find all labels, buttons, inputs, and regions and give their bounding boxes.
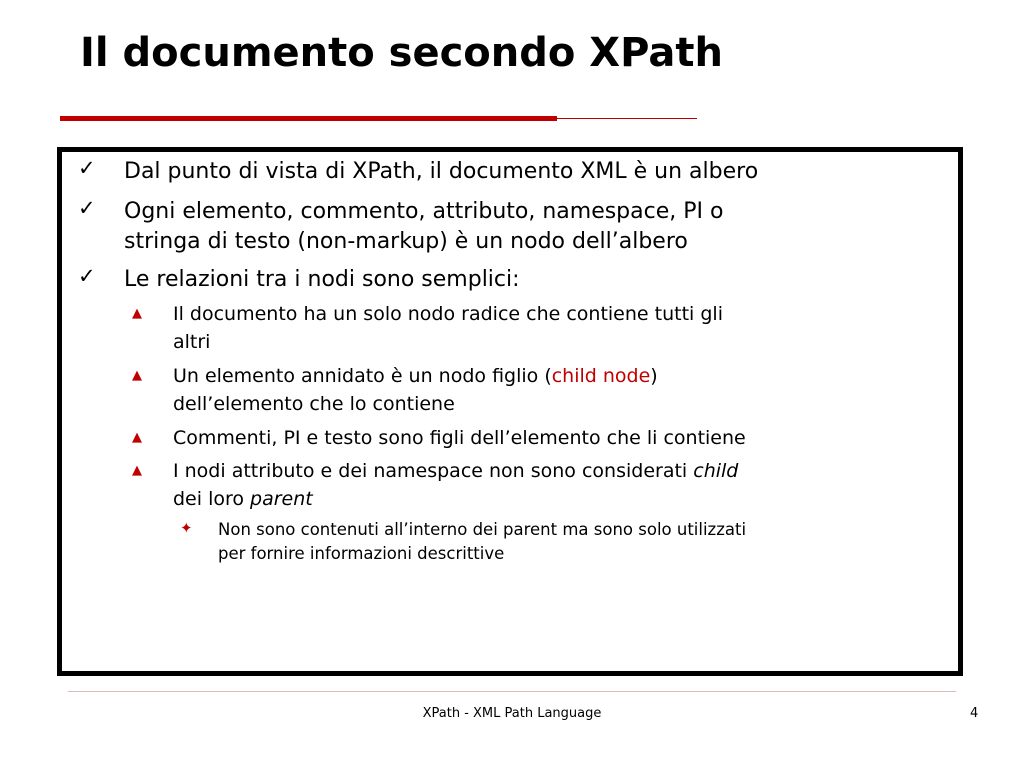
title-underline-thin (557, 118, 697, 119)
sub-bullet-text-part: dei loro (173, 488, 251, 510)
sub-bullet-text (173, 457, 738, 485)
child-node-term: child node (551, 365, 651, 387)
content-box (57, 147, 963, 676)
sub-bullet-text-continued: altri (173, 331, 211, 353)
sub-bullet-text (173, 362, 658, 390)
sub-sub-bullet-text-continued: per fornire informazioni descrittive (218, 544, 505, 563)
bullet-text: Le relazioni tra i nodi sono semplici: (124, 267, 520, 292)
check-icon: ✓ (78, 196, 96, 220)
parent-term: parent (250, 488, 313, 510)
caret-icon: ▲ (132, 306, 142, 321)
sub-bullet-text: Commenti, PI e testo sono figli dell’elemento che li contiene (173, 427, 746, 449)
check-icon: ✓ (78, 264, 96, 288)
caret-icon: ▲ (132, 463, 142, 478)
title-underline-thick (60, 116, 557, 121)
page-number: 4 (970, 706, 979, 721)
four-point-star-icon: ✦ (180, 519, 193, 537)
sub-bullet-text-part: I nodi attributo e dei namespace non sono considerati (173, 460, 694, 482)
caret-icon: ▲ (132, 430, 142, 445)
sub-sub-bullet-text: Non sono contenuti all’interno dei parent ma sono solo utilizzati (218, 520, 747, 539)
sub-bullet-text-continued: dell’elemento che lo contiene (173, 393, 455, 415)
caret-icon: ▲ (132, 368, 142, 383)
bullet-text: Ogni elemento, commento, attributo, namespace, PI o (124, 199, 724, 224)
child-term: child (693, 460, 739, 482)
bullet-text: Dal punto di vista di XPath, il documento XML è un albero (124, 159, 759, 184)
slide-title: Il documento secondo XPath (80, 30, 723, 76)
check-icon: ✓ (78, 156, 96, 180)
sub-bullet-text: Il documento ha un solo nodo radice che contiene tutti gli (173, 303, 723, 325)
footer-title: XPath - XML Path Language (422, 706, 602, 721)
footer-divider (68, 691, 956, 692)
sub-bullet-text-part: ) (650, 365, 658, 387)
sub-bullet-text-part: Un elemento annidato è un nodo figlio ( (173, 365, 552, 387)
sub-bullet-text-continued (173, 485, 313, 513)
bullet-text-continued: stringa di testo (non-markup) è un nodo dell’albero (124, 229, 688, 254)
